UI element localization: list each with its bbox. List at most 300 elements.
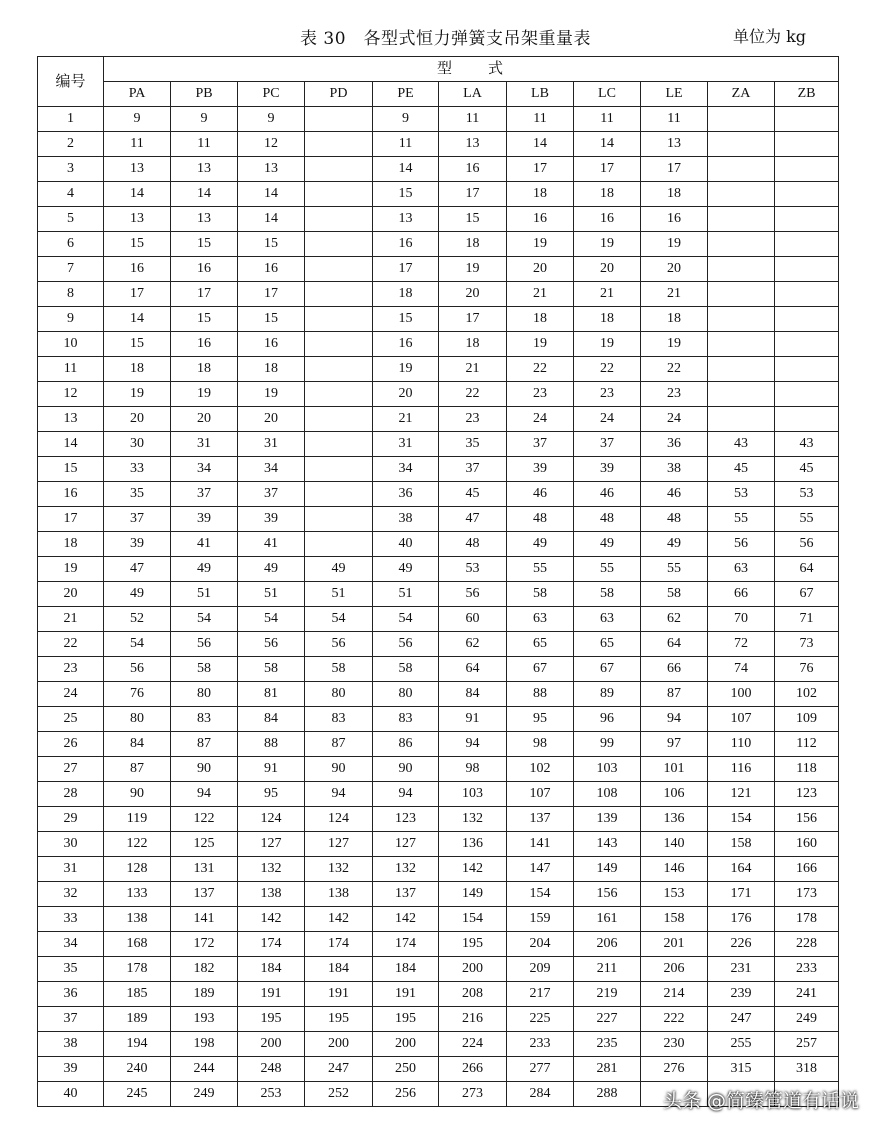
weight-cell: 14 xyxy=(373,157,439,182)
weight-cell: 19 xyxy=(574,332,641,357)
weight-cell: 233 xyxy=(775,957,839,982)
weight-cell: 153 xyxy=(641,882,708,907)
weight-cell: 219 xyxy=(574,982,641,1007)
weight-cell: 138 xyxy=(104,907,171,932)
weight-cell: 200 xyxy=(305,1032,373,1057)
weight-cell: 17 xyxy=(439,182,507,207)
weight-cell: 45 xyxy=(439,482,507,507)
weight-cell: 249 xyxy=(171,1082,238,1107)
weight-cell: 11 xyxy=(641,107,708,132)
row-number-cell: 28 xyxy=(38,782,104,807)
weight-cell: 15 xyxy=(238,232,305,257)
weight-cell: 191 xyxy=(373,982,439,1007)
table-body xyxy=(38,107,839,1107)
weight-cell: 41 xyxy=(171,532,238,557)
row-number-cell: 4 xyxy=(38,182,104,207)
weight-cell: 16 xyxy=(373,332,439,357)
weight-cell: 136 xyxy=(641,807,708,832)
weight-cell: 200 xyxy=(439,957,507,982)
weight-cell: 125 xyxy=(171,832,238,857)
weight-cell xyxy=(775,332,839,357)
table-row xyxy=(38,357,839,382)
weight-cell: 14 xyxy=(238,207,305,232)
row-number-cell: 27 xyxy=(38,757,104,782)
weight-cell: 107 xyxy=(507,782,574,807)
weight-cell: 108 xyxy=(574,782,641,807)
weight-cell: 154 xyxy=(507,882,574,907)
weight-cell: 19 xyxy=(507,232,574,257)
weight-cell: 20 xyxy=(171,407,238,432)
weight-cell: 159 xyxy=(507,907,574,932)
weight-cell: 20 xyxy=(641,257,708,282)
row-number-cell: 24 xyxy=(38,682,104,707)
weight-cell: 64 xyxy=(775,557,839,582)
weight-cell: 249 xyxy=(775,1007,839,1032)
weight-cell xyxy=(775,407,839,432)
weight-cell: 247 xyxy=(305,1057,373,1082)
weight-cell: 160 xyxy=(775,832,839,857)
weight-cell: 16 xyxy=(104,257,171,282)
weight-cell: 211 xyxy=(574,957,641,982)
weight-cell: 56 xyxy=(305,632,373,657)
row-number-cell: 10 xyxy=(38,332,104,357)
weight-cell: 284 xyxy=(507,1082,574,1107)
weight-cell xyxy=(708,357,775,382)
table-row xyxy=(38,657,839,682)
weight-cell: 87 xyxy=(641,682,708,707)
weight-cell: 119 xyxy=(104,807,171,832)
column-header-pe: PE xyxy=(373,82,439,107)
weight-cell: 94 xyxy=(305,782,373,807)
table-row xyxy=(38,632,839,657)
weight-cell: 124 xyxy=(305,807,373,832)
weight-cell xyxy=(708,382,775,407)
weight-cell: 9 xyxy=(171,107,238,132)
weight-cell: 53 xyxy=(439,557,507,582)
weight-cell: 164 xyxy=(708,857,775,882)
weight-cell: 103 xyxy=(439,782,507,807)
weight-cell: 49 xyxy=(305,557,373,582)
weight-cell: 189 xyxy=(171,982,238,1007)
weight-cell: 41 xyxy=(238,532,305,557)
weight-cell: 64 xyxy=(641,632,708,657)
weight-cell: 14 xyxy=(238,182,305,207)
weight-cell: 89 xyxy=(574,682,641,707)
weight-cell: 191 xyxy=(238,982,305,1007)
weight-cell: 56 xyxy=(373,632,439,657)
weight-cell: 14 xyxy=(104,307,171,332)
weight-cell: 39 xyxy=(171,507,238,532)
weight-cell: 156 xyxy=(775,807,839,832)
weight-cell: 123 xyxy=(373,807,439,832)
weight-cell xyxy=(708,407,775,432)
weight-cell: 76 xyxy=(104,682,171,707)
weight-cell: 13 xyxy=(238,157,305,182)
weight-cell: 94 xyxy=(373,782,439,807)
weight-cell: 64 xyxy=(439,657,507,682)
weight-cell: 38 xyxy=(641,457,708,482)
column-header-la: LA xyxy=(439,82,507,107)
weight-cell: 195 xyxy=(238,1007,305,1032)
weight-cell: 18 xyxy=(238,357,305,382)
weight-cell: 49 xyxy=(171,557,238,582)
weight-cell: 58 xyxy=(171,657,238,682)
weight-cell: 49 xyxy=(104,582,171,607)
weight-cell: 94 xyxy=(641,707,708,732)
weight-cell: 15 xyxy=(171,307,238,332)
weight-cell: 18 xyxy=(507,307,574,332)
weight-cell: 37 xyxy=(439,457,507,482)
weight-cell: 18 xyxy=(373,282,439,307)
weight-cell: 83 xyxy=(373,707,439,732)
weight-cell: 47 xyxy=(439,507,507,532)
weight-cell xyxy=(305,107,373,132)
row-number-cell: 34 xyxy=(38,932,104,957)
weight-cell xyxy=(305,357,373,382)
weight-cell: 128 xyxy=(104,857,171,882)
weight-cell: 16 xyxy=(171,332,238,357)
weight-cell: 55 xyxy=(507,557,574,582)
weight-cell: 18 xyxy=(507,182,574,207)
table-row xyxy=(38,682,839,707)
weight-cell: 16 xyxy=(373,232,439,257)
weight-cell: 158 xyxy=(708,832,775,857)
weight-cell: 19 xyxy=(641,332,708,357)
weight-cell: 142 xyxy=(373,907,439,932)
weight-cell: 84 xyxy=(439,682,507,707)
weight-cell xyxy=(775,232,839,257)
table-row xyxy=(38,982,839,1007)
weight-cell: 17 xyxy=(373,257,439,282)
weight-cell: 49 xyxy=(641,532,708,557)
weight-cell xyxy=(305,307,373,332)
weight-cell: 13 xyxy=(104,157,171,182)
weight-cell: 63 xyxy=(708,557,775,582)
table-row xyxy=(38,482,839,507)
weight-cell: 95 xyxy=(238,782,305,807)
weight-cell xyxy=(305,257,373,282)
weight-cell: 30 xyxy=(104,432,171,457)
weight-cell: 15 xyxy=(238,307,305,332)
weight-cell: 49 xyxy=(373,557,439,582)
row-number-cell: 40 xyxy=(38,1082,104,1107)
weight-cell: 12 xyxy=(238,132,305,157)
weight-cell: 206 xyxy=(641,957,708,982)
row-number-cell: 3 xyxy=(38,157,104,182)
weight-cell: 140 xyxy=(641,832,708,857)
weight-cell: 37 xyxy=(171,482,238,507)
weight-cell: 195 xyxy=(373,1007,439,1032)
weight-cell: 34 xyxy=(238,457,305,482)
weight-cell: 19 xyxy=(574,232,641,257)
weight-cell xyxy=(305,482,373,507)
weight-cell: 39 xyxy=(238,507,305,532)
weight-cell: 116 xyxy=(708,757,775,782)
weight-cell: 235 xyxy=(574,1032,641,1057)
table-header xyxy=(38,57,839,107)
row-number-cell: 15 xyxy=(38,457,104,482)
weight-cell: 86 xyxy=(373,732,439,757)
weight-cell: 318 xyxy=(775,1057,839,1082)
weight-cell: 9 xyxy=(238,107,305,132)
weight-cell: 206 xyxy=(574,932,641,957)
weight-cell xyxy=(775,382,839,407)
weight-cell: 247 xyxy=(708,1007,775,1032)
weight-cell: 13 xyxy=(104,207,171,232)
weight-cell: 13 xyxy=(171,157,238,182)
weight-cell: 90 xyxy=(171,757,238,782)
row-number-cell: 2 xyxy=(38,132,104,157)
weight-cell: 17 xyxy=(104,282,171,307)
weight-cell: 22 xyxy=(641,357,708,382)
row-number-cell: 25 xyxy=(38,707,104,732)
weight-cell: 36 xyxy=(373,482,439,507)
table-row xyxy=(38,932,839,957)
weight-cell: 37 xyxy=(574,432,641,457)
weight-cell: 23 xyxy=(574,382,641,407)
weight-cell xyxy=(708,157,775,182)
weight-cell: 15 xyxy=(171,232,238,257)
weight-cell: 16 xyxy=(238,332,305,357)
weight-cell: 91 xyxy=(439,707,507,732)
weight-cell: 241 xyxy=(775,982,839,1007)
weight-cell xyxy=(708,207,775,232)
weight-cell: 137 xyxy=(373,882,439,907)
weight-cell: 14 xyxy=(171,182,238,207)
row-number-cell: 32 xyxy=(38,882,104,907)
weight-cell: 13 xyxy=(171,207,238,232)
weight-cell: 95 xyxy=(507,707,574,732)
weight-cell: 65 xyxy=(507,632,574,657)
weight-cell: 55 xyxy=(708,507,775,532)
weight-cell: 20 xyxy=(439,282,507,307)
weight-cell: 273 xyxy=(439,1082,507,1107)
weight-cell: 216 xyxy=(439,1007,507,1032)
weight-cell: 18 xyxy=(439,332,507,357)
weight-cell: 142 xyxy=(439,857,507,882)
weight-cell: 11 xyxy=(171,132,238,157)
weight-cell: 288 xyxy=(574,1082,641,1107)
weight-cell: 182 xyxy=(171,957,238,982)
weight-cell: 141 xyxy=(171,907,238,932)
weight-cell: 87 xyxy=(104,757,171,782)
weight-cell: 189 xyxy=(104,1007,171,1032)
weight-cell xyxy=(775,282,839,307)
weight-cell: 84 xyxy=(104,732,171,757)
weight-cell xyxy=(775,157,839,182)
table-row xyxy=(38,882,839,907)
weight-cell: 16 xyxy=(238,257,305,282)
row-number-cell: 21 xyxy=(38,607,104,632)
weight-cell: 62 xyxy=(641,607,708,632)
weight-cell: 23 xyxy=(507,382,574,407)
weight-cell: 90 xyxy=(104,782,171,807)
weight-cell: 35 xyxy=(439,432,507,457)
table-row xyxy=(38,607,839,632)
weight-cell: 80 xyxy=(171,682,238,707)
weight-cell: 198 xyxy=(171,1032,238,1057)
weight-cell: 24 xyxy=(574,407,641,432)
weight-cell: 176 xyxy=(708,907,775,932)
weight-cell: 20 xyxy=(104,407,171,432)
weight-cell: 11 xyxy=(507,107,574,132)
weight-cell: 266 xyxy=(439,1057,507,1082)
weight-cell: 11 xyxy=(104,132,171,157)
weight-cell: 185 xyxy=(104,982,171,1007)
weight-cell: 74 xyxy=(708,657,775,682)
weight-cell: 83 xyxy=(305,707,373,732)
weight-cell xyxy=(775,182,839,207)
weight-cell: 16 xyxy=(641,207,708,232)
weight-cell: 48 xyxy=(507,507,574,532)
weight-cell: 248 xyxy=(238,1057,305,1082)
weight-cell: 16 xyxy=(171,257,238,282)
weight-cell: 47 xyxy=(104,557,171,582)
column-header-pa: PA xyxy=(104,82,171,107)
weight-cell: 67 xyxy=(574,657,641,682)
weight-cell: 43 xyxy=(708,432,775,457)
weight-cell: 112 xyxy=(775,732,839,757)
weight-cell: 22 xyxy=(507,357,574,382)
weight-cell: 154 xyxy=(708,807,775,832)
weight-cell: 53 xyxy=(775,482,839,507)
weight-cell: 22 xyxy=(574,357,641,382)
weight-cell: 51 xyxy=(171,582,238,607)
weight-cell: 122 xyxy=(171,807,238,832)
weight-cell: 127 xyxy=(305,832,373,857)
weight-cell: 58 xyxy=(507,582,574,607)
table-row xyxy=(38,807,839,832)
weight-cell: 70 xyxy=(708,607,775,632)
weight-cell: 17 xyxy=(439,307,507,332)
weight-cell: 83 xyxy=(171,707,238,732)
row-number-cell: 30 xyxy=(38,832,104,857)
type-group-header: 型 式 xyxy=(104,57,839,82)
weight-cell: 18 xyxy=(641,182,708,207)
weight-cell: 36 xyxy=(641,432,708,457)
weight-cell: 16 xyxy=(574,207,641,232)
row-number-cell: 19 xyxy=(38,557,104,582)
weight-cell xyxy=(708,307,775,332)
weight-cell: 132 xyxy=(373,857,439,882)
weight-cell: 52 xyxy=(104,607,171,632)
weight-cell: 15 xyxy=(104,332,171,357)
weight-cell: 63 xyxy=(507,607,574,632)
weight-cell xyxy=(305,432,373,457)
weight-cell: 250 xyxy=(373,1057,439,1082)
table-row xyxy=(38,182,839,207)
row-number-cell: 13 xyxy=(38,407,104,432)
weight-cell: 191 xyxy=(305,982,373,1007)
weight-cell: 80 xyxy=(104,707,171,732)
weight-cell xyxy=(305,507,373,532)
row-number-cell: 35 xyxy=(38,957,104,982)
weight-cell: 15 xyxy=(373,182,439,207)
weight-cell: 90 xyxy=(373,757,439,782)
weight-cell: 132 xyxy=(305,857,373,882)
table-row xyxy=(38,1057,839,1082)
weight-cell: 24 xyxy=(507,407,574,432)
weight-cell xyxy=(708,107,775,132)
weight-cell: 194 xyxy=(104,1032,171,1057)
weight-cell: 143 xyxy=(574,832,641,857)
weight-cell: 19 xyxy=(238,382,305,407)
column-header-pb: PB xyxy=(171,82,238,107)
weight-cell: 146 xyxy=(641,857,708,882)
weight-cell: 281 xyxy=(574,1057,641,1082)
weight-cell: 184 xyxy=(305,957,373,982)
column-header-pd: PD xyxy=(305,82,373,107)
unit-label: 单位为 kg xyxy=(733,27,807,46)
weight-cell: 18 xyxy=(574,307,641,332)
column-header-lb: LB xyxy=(507,82,574,107)
weight-cell: 88 xyxy=(507,682,574,707)
weight-cell: 46 xyxy=(574,482,641,507)
weight-cell: 18 xyxy=(171,357,238,382)
weight-cell xyxy=(775,207,839,232)
weight-cell: 15 xyxy=(104,232,171,257)
weight-cell: 173 xyxy=(775,882,839,907)
row-number-cell: 5 xyxy=(38,207,104,232)
weight-cell: 209 xyxy=(507,957,574,982)
weight-cell: 15 xyxy=(373,307,439,332)
weight-cell: 277 xyxy=(507,1057,574,1082)
table-row xyxy=(38,432,839,457)
weight-cell: 201 xyxy=(641,932,708,957)
weight-cell xyxy=(708,232,775,257)
weight-cell: 49 xyxy=(507,532,574,557)
weight-cell: 171 xyxy=(708,882,775,907)
weight-cell: 226 xyxy=(708,932,775,957)
weight-cell: 127 xyxy=(373,832,439,857)
weight-cell: 37 xyxy=(238,482,305,507)
weight-cell: 91 xyxy=(238,757,305,782)
weight-cell: 107 xyxy=(708,707,775,732)
row-number-cell: 33 xyxy=(38,907,104,932)
weight-cell: 76 xyxy=(775,657,839,682)
weight-cell: 18 xyxy=(641,307,708,332)
weight-cell: 81 xyxy=(238,682,305,707)
weight-cell xyxy=(775,132,839,157)
weight-cell: 55 xyxy=(574,557,641,582)
weight-cell: 88 xyxy=(238,732,305,757)
weight-cell: 54 xyxy=(373,607,439,632)
weight-cell: 16 xyxy=(507,207,574,232)
weight-cell: 98 xyxy=(507,732,574,757)
weight-cell xyxy=(305,457,373,482)
table-row xyxy=(38,832,839,857)
weight-cell: 13 xyxy=(373,207,439,232)
weight-cell: 142 xyxy=(305,907,373,932)
table-row xyxy=(38,1007,839,1032)
column-header-lc: LC xyxy=(574,82,641,107)
weight-cell: 58 xyxy=(238,657,305,682)
weight-cell: 141 xyxy=(507,832,574,857)
table-row xyxy=(38,382,839,407)
weight-cell: 17 xyxy=(641,157,708,182)
weight-cell: 240 xyxy=(104,1057,171,1082)
weight-cell xyxy=(305,132,373,157)
weight-cell: 84 xyxy=(238,707,305,732)
weight-cell: 94 xyxy=(439,732,507,757)
weight-cell: 184 xyxy=(373,957,439,982)
weight-cell xyxy=(305,282,373,307)
weight-cell xyxy=(708,132,775,157)
table-row xyxy=(38,957,839,982)
weight-cell: 49 xyxy=(238,557,305,582)
table-title: 表 30 各型式恒力弹簧支吊架重量表 xyxy=(300,29,592,49)
table-row xyxy=(38,582,839,607)
